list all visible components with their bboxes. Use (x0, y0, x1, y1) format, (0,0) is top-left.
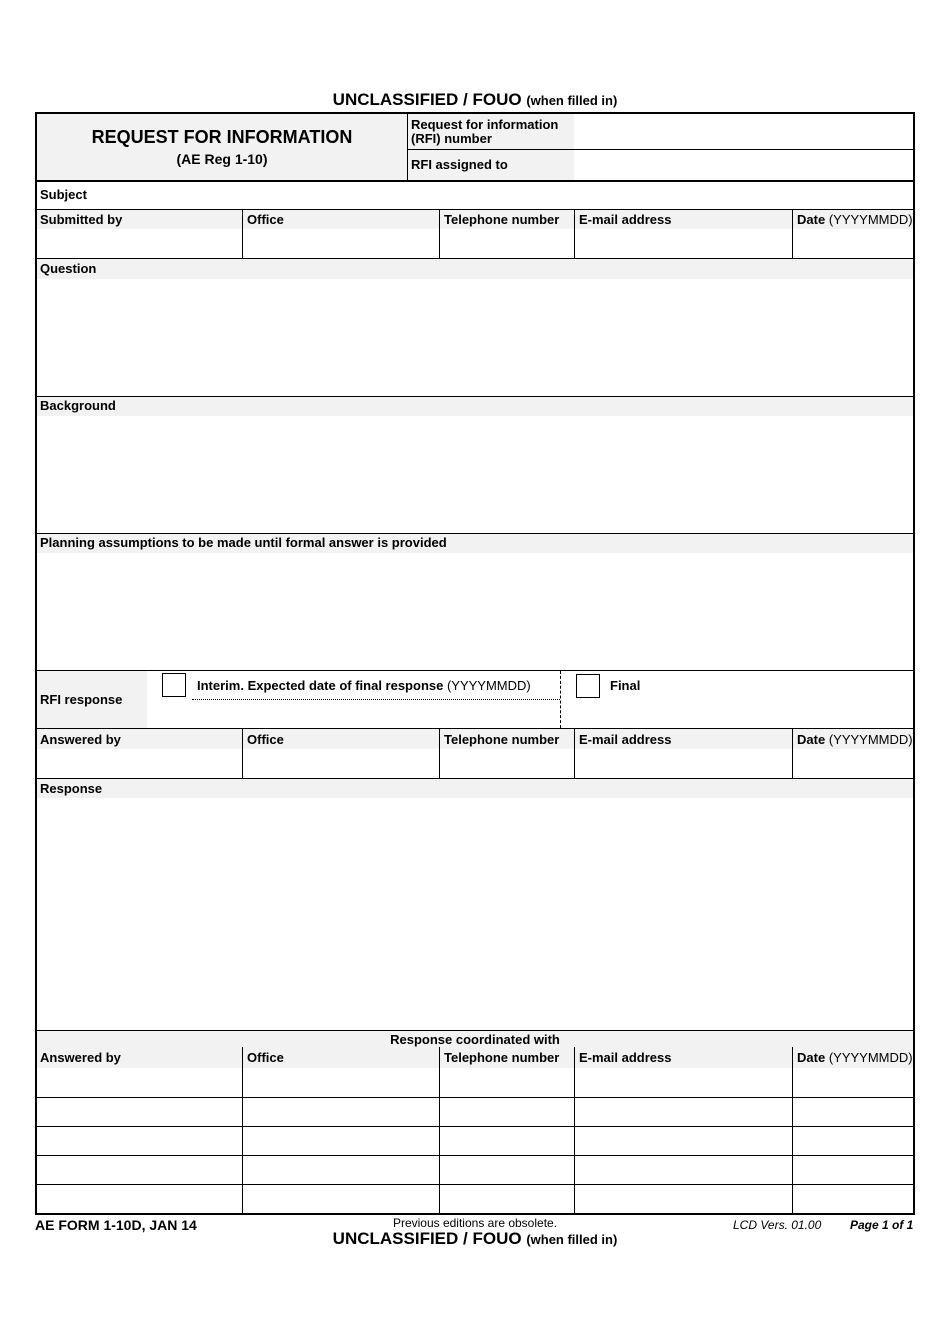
divider (407, 149, 913, 150)
rfi-form (35, 112, 915, 1215)
coordinated-answered-by-field[interactable] (38, 1098, 241, 1125)
question-field[interactable] (38, 280, 913, 395)
coordinated-telephone-field[interactable] (440, 1185, 573, 1212)
coordinated-answered-by-field[interactable] (38, 1156, 241, 1183)
subject-label: Subject (40, 187, 87, 202)
coordinated-answered-by-field[interactable] (38, 1069, 241, 1096)
planning-label: Planning assumptions to be made until formal answer is provided (40, 535, 447, 550)
coordinated-date-field[interactable] (793, 1156, 913, 1183)
coordinated-office-field[interactable] (243, 1156, 438, 1183)
submitter-date-field[interactable] (793, 230, 913, 257)
row-shade (37, 397, 913, 416)
coordinated-date-field[interactable] (793, 1069, 913, 1096)
coordinated-date-field[interactable] (793, 1127, 913, 1154)
answered-by-label: Answered by (40, 732, 121, 747)
coordinated-telephone-field[interactable] (440, 1156, 573, 1183)
classification-text: UNCLASSIFIED / FOUO (332, 90, 522, 109)
rfi-assigned-field[interactable] (575, 151, 913, 180)
coordinated-date-field[interactable] (793, 1185, 913, 1212)
submitter-email-label: E-mail address (579, 212, 672, 227)
classification-suffix: (when filled in) (526, 93, 618, 108)
coordinated-office-field[interactable] (243, 1185, 438, 1212)
response-label: Response (40, 781, 103, 796)
coordinated-telephone-field[interactable] (440, 1098, 573, 1125)
coordinated-email-field[interactable] (575, 1069, 791, 1096)
subject-field[interactable] (97, 182, 913, 208)
coordinated-email-field[interactable] (575, 1156, 791, 1183)
coordinated-title: Response coordinated with (390, 1032, 560, 1047)
coordinated-telephone-label: Telephone number (444, 1050, 560, 1065)
divider (37, 670, 913, 671)
answered-telephone-field[interactable] (440, 750, 573, 777)
page-number: Page 1 of 1 (850, 1218, 914, 1232)
coordinated-telephone-field[interactable] (440, 1069, 573, 1096)
coordinated-telephone-field[interactable] (440, 1127, 573, 1154)
submitter-telephone-label: Telephone number (444, 212, 560, 227)
coordinated-email-field[interactable] (575, 1127, 791, 1154)
answered-date-label: Date (YYYYMMDD) (797, 732, 913, 747)
rfi-response-label: RFI response (40, 692, 123, 707)
expected-final-date-field[interactable] (192, 700, 560, 726)
coordinated-email-field[interactable] (575, 1185, 791, 1212)
submitter-office-field[interactable] (243, 230, 438, 257)
rfi-number-field[interactable] (575, 116, 913, 148)
coordinated-answered-by-field[interactable] (38, 1127, 241, 1154)
final-checkbox[interactable] (576, 674, 600, 698)
coordinated-answered-by-label: Answered by (40, 1050, 121, 1065)
coordinated-email-label: E-mail address (579, 1050, 672, 1065)
top-classification-banner (0, 90, 950, 110)
background-field[interactable] (38, 417, 913, 532)
obsolete-note: Previous editions are obsolete. (392, 1216, 558, 1230)
coordinated-date-label: Date (YYYYMMDD) (797, 1050, 913, 1065)
interim-checkbox[interactable] (162, 673, 186, 697)
submitter-date-label: Date (YYYYMMDD) (797, 212, 913, 227)
answered-office-label: Office (247, 732, 284, 747)
submitter-telephone-field[interactable] (440, 230, 573, 257)
answered-office-field[interactable] (243, 750, 438, 777)
divider (560, 671, 561, 728)
row-shade (37, 779, 913, 798)
version-label: LCD Vers. 01.00 (733, 1218, 822, 1232)
coordinated-answered-by-field[interactable] (38, 1185, 241, 1212)
coordinated-office-label: Office (247, 1050, 284, 1065)
coordinated-office-field[interactable] (243, 1098, 438, 1125)
classification-suffix: (when filled in) (526, 1232, 618, 1247)
rfi-assigned-label: RFI assigned to (411, 157, 508, 172)
response-field[interactable] (38, 799, 913, 1029)
submitted-by-field[interactable] (38, 230, 241, 257)
coordinated-office-field[interactable] (243, 1069, 438, 1096)
coordinated-email-field[interactable] (575, 1098, 791, 1125)
form-title: REQUEST FOR INFORMATION (91, 127, 353, 147)
answered-date-field[interactable] (793, 750, 913, 777)
submitter-email-field[interactable] (575, 230, 791, 257)
interim-label: Interim. Expected date of final response (YYYYMMDD) (197, 678, 531, 693)
background-label: Background (40, 398, 116, 413)
final-label: Final (610, 678, 641, 693)
form-id: AE FORM 1-10D, JAN 14 (35, 1217, 197, 1233)
coordinated-office-field[interactable] (243, 1127, 438, 1154)
form-subtitle: (AE Reg 1-10) (176, 151, 268, 167)
planning-field[interactable] (38, 554, 913, 669)
bottom-classification-banner (0, 1229, 950, 1249)
submitter-office-label: Office (247, 212, 284, 227)
classification-text: UNCLASSIFIED / FOUO (332, 1229, 522, 1248)
coordinated-date-field[interactable] (793, 1098, 913, 1125)
rfi-number-label: Request for information (RFI) number (411, 117, 559, 146)
row-shade (37, 259, 913, 279)
question-label: Question (40, 261, 97, 276)
answered-by-field[interactable] (38, 750, 241, 777)
answered-email-field[interactable] (575, 750, 791, 777)
submitted-by-label: Submitted by (40, 212, 123, 227)
answered-email-label: E-mail address (579, 732, 672, 747)
answered-telephone-label: Telephone number (444, 732, 560, 747)
